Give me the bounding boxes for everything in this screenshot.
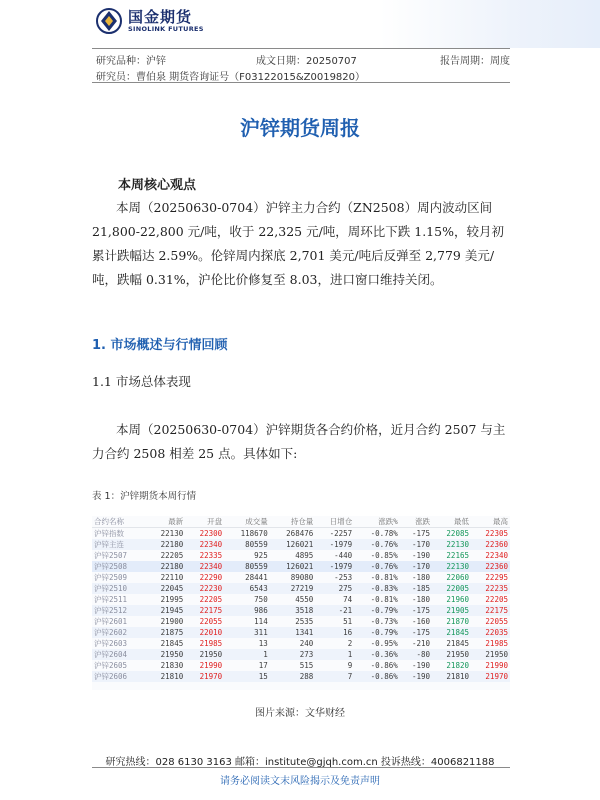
logo-name-en: SINOLINK FUTURES [128,24,204,33]
table-cell: 2 [347,639,353,648]
table-cell: -175 [400,627,432,638]
table-cell: 22235 [471,583,510,594]
header-rule [92,48,510,49]
table-cell: 16 [315,627,354,638]
table-cell: 沪锌2511 [94,595,128,604]
table-cell: 22130 [160,529,184,538]
table-cell: 沪锌2512 [92,605,146,616]
table-row [92,561,510,572]
table-cell: 22340 [485,551,508,560]
table-cell: -0.86% [354,671,400,682]
table-cell: 22175 [471,605,510,616]
table-cell: -210 [412,639,431,648]
table-cell: 22045 [146,583,185,594]
table-cell: -0.76% [354,539,400,550]
table-cell: 沪锌2603 [94,639,128,648]
table-cell: -190 [400,671,432,682]
core-view-text [92,196,514,292]
table-cell: 沪锌2508 [92,561,146,572]
table-cell: -21 [315,605,354,616]
table-row [92,671,510,682]
table-cell: 21950 [185,649,224,660]
table-cell: -160 [412,617,431,626]
footer-rule [92,767,510,768]
table-cell: 17 [258,661,268,670]
table-cell: 21870 [446,617,469,626]
table-cell: 22035 [471,627,510,638]
core-view-body: 本周（20250630-0704）沪锌主力合约（ZN2508）周内波动区间 21,800-22,800 元/吨，收于 22,325 元/吨，周环比下跌 1.15%，较月初累计跌幅达 2.59%。伦锌周内探底 2,701 美元/吨后反弹至 2,779 美元/吨，跌幅 0.31%，沪伦比价修复至 8.03，进口窗口维持关闭。 [92,200,504,287]
table-cell: -0.76% [354,561,400,572]
table-cell: -180 [412,573,431,582]
table-cell: -0.78% [370,529,398,538]
meta-period: 报告周期：周度 [440,56,510,67]
table-row [92,649,510,660]
table-cell: 21845 [432,627,471,638]
table-cell: 22205 [160,551,184,560]
table-cell: 22110 [160,573,184,582]
table-cell: 28441 [245,573,268,582]
report-header [0,0,600,48]
table-cell: 22060 [446,573,469,582]
table-cell: -175 [412,529,431,538]
table-cell: 986 [224,605,270,616]
table-header-cell: 最新 [146,516,185,528]
table-cell: 22130 [432,561,471,572]
table-cell: 240 [299,639,314,648]
table-cell: 9 [347,661,353,670]
table-cell: -0.83% [354,583,400,594]
table-cell: -180 [412,595,431,604]
table-header-cell: 最高 [471,516,510,528]
table-cell: 21995 [160,595,184,604]
table-body [92,528,510,683]
table-cell: 沪锌2510 [92,583,146,594]
table-cell: 22205 [199,595,223,604]
table-cell: 沪锌主连 [92,539,146,550]
table-cell: 80559 [224,561,270,572]
table-cell: 21905 [432,605,471,616]
table-cell: 21960 [446,595,469,604]
table-row [92,528,510,540]
table-cell: 21845 [446,639,469,648]
table-cell: 21950 [146,649,185,660]
table-cell: 6543 [224,583,270,594]
table-cell: 273 [270,649,316,660]
meta-date: 成文日期：20250707 [256,56,357,67]
footer-disclaimer: 请务必阅读文末风险揭示及免责声明 [220,776,380,787]
figure-source: 图片来源：文华财经 [255,708,345,719]
table-cell: 22335 [199,551,223,560]
table-cell: 沪锌指数 [94,529,124,538]
table-cell: 21820 [446,661,469,670]
table-cell: 21970 [185,671,224,682]
table-cell: -253 [334,573,353,582]
table-cell: 21810 [432,671,471,682]
table-cell: 925 [254,551,268,560]
table-cell: 288 [270,671,316,682]
table-cell: 22010 [185,627,224,638]
footer-contact: 研究热线：028 6130 3163 邮箱：institute@gjqh.com.cn 投诉热线：4006821188 [105,757,495,768]
table-cell: 21900 [160,617,184,626]
table-cell: 21985 [485,639,508,648]
core-view-heading: 本周核心观点 [118,178,197,193]
table-cell: 沪锌2602 [92,627,146,638]
table-cell: 21830 [160,661,184,670]
table-cell: 74 [343,595,353,604]
table-cell: 22180 [146,561,185,572]
table-cell: -185 [400,583,432,594]
table-row [92,550,510,561]
table-cell: -175 [400,605,432,616]
table-cell: 22340 [185,539,224,550]
table-row [92,572,510,583]
table-cell: -440 [334,551,353,560]
table-cell: 114 [254,617,268,626]
quote-table-image [92,516,510,690]
table-cell: -0.95% [370,639,398,648]
table-cell: 21985 [199,639,223,648]
table-cell: 1 [224,649,270,660]
table-header-cell: 涨跌% [354,516,400,528]
table-cell: 22130 [432,539,471,550]
table-cell: -0.81% [370,573,398,582]
quote-table [92,516,510,682]
table-cell: 沪锌2604 [92,649,146,660]
table-cell: 22055 [485,617,508,626]
table-cell: 21990 [485,661,508,670]
table-cell: 22290 [199,573,223,582]
table-cell: 22085 [446,529,469,538]
table-cell: 126021 [270,539,316,550]
table-cell: 21945 [146,605,185,616]
table-cell: 27219 [270,583,316,594]
table-cell: 22360 [471,561,510,572]
table-header-cell: 持仓量 [270,516,316,528]
table-cell: 2535 [295,617,314,626]
meta-rule [92,82,510,83]
table-cell: 22005 [432,583,471,594]
table-cell: -1979 [315,539,354,550]
table-header-cell: 开盘 [185,516,224,528]
table-cell: 22230 [185,583,224,594]
table-cell: 沪锌2509 [94,573,128,582]
section-heading-1-1: 1.1 市场总体表现 [92,374,191,389]
table-cell: -0.81% [370,595,398,604]
table-cell: -0.86% [370,661,398,670]
table-row [92,605,510,616]
table-cell: 22340 [185,561,224,572]
header-decoration [380,0,600,48]
table-cell: 22180 [146,539,185,550]
table-header-cell: 最低 [432,516,471,528]
table-cell: 89080 [290,573,314,582]
table-cell: 21970 [471,671,510,682]
section-1-1-body: 本周（20250630-0704）沪锌期货各合约价格，近月合约 2507 与主力合约 2508 相差 25 点。具体如下: [92,422,506,461]
table-cell: 22175 [185,605,224,616]
table-cell: 21810 [146,671,185,682]
table-cell: 22165 [446,551,469,560]
table-header-cell: 合约名称 [92,516,146,528]
table-row [92,627,510,638]
table-cell: -0.73% [370,617,398,626]
table-cell: 沪锌2507 [94,551,128,560]
table-row [92,616,510,627]
table-cell: -1979 [315,561,354,572]
table-cell: 275 [315,583,354,594]
table-cell: 13 [258,639,268,648]
logo-icon [96,8,122,34]
meta-analyst: 研究员：曹伯泉 期货咨询证号（F03122015&Z0019820） [96,72,366,83]
table-cell: 21845 [160,639,184,648]
table-cell: -190 [412,661,431,670]
table-cell: 22300 [199,529,223,538]
section-1-1-text [92,418,514,466]
table-cell: -170 [400,539,432,550]
table-cell: 沪锌2601 [94,617,128,626]
report-title: 沪锌期货周报 [240,116,360,140]
table-cell: -0.85% [370,551,398,560]
table-cell: 750 [254,595,268,604]
table-cell: 4895 [295,551,314,560]
logo-name-cn: 国金期货 [128,7,193,26]
table-cell: -80 [400,649,432,660]
table-cell: 22360 [471,539,510,550]
section-heading-1: 1. 市场概述与行情回顾 [92,338,228,353]
table-cell: 1341 [270,627,316,638]
table-cell: 21990 [199,661,223,670]
table-cell: 15 [224,671,270,682]
table-cell: -0.79% [354,605,400,616]
table-cell: 4550 [295,595,314,604]
table-cell: 7 [315,671,354,682]
table-row [92,594,510,605]
table-cell: -170 [400,561,432,572]
table-cell: 268476 [286,529,314,538]
table-cell: 515 [299,661,314,670]
table-cell: 311 [224,627,270,638]
table-header-cell: 涨跌 [400,516,432,528]
table-cell: 1 [315,649,354,660]
table-cell: 22295 [485,573,508,582]
table-row [92,638,510,649]
table-cell: 21950 [471,649,510,660]
table-header-cell: 日增仓 [315,516,354,528]
table-cell: 3518 [270,605,316,616]
table-header-cell: 成交量 [224,516,270,528]
table-cell: 80559 [224,539,270,550]
table-cell: 118670 [240,529,268,538]
table-cell: -0.79% [354,627,400,638]
table-row [92,583,510,594]
table-caption: 表 1：沪锌期货本周行情 [92,491,197,502]
table-cell: 沪锌2605 [94,661,128,670]
table-cell: 51 [343,617,353,626]
table-cell: 21950 [432,649,471,660]
table-cell: 沪锌2606 [92,671,146,682]
table-row [92,539,510,550]
table-cell: 126021 [270,561,316,572]
meta-variety: 研究品种：沪锌 [96,56,166,67]
table-header-row [92,516,510,528]
table-cell: 22055 [199,617,223,626]
table-cell: 22305 [485,529,508,538]
table-cell: -2257 [329,529,353,538]
table-cell: -190 [412,551,431,560]
table-row [92,660,510,671]
company-logo [96,8,204,34]
table-cell: 22205 [485,595,508,604]
table-cell: -0.36% [354,649,400,660]
table-cell: 21875 [146,627,185,638]
